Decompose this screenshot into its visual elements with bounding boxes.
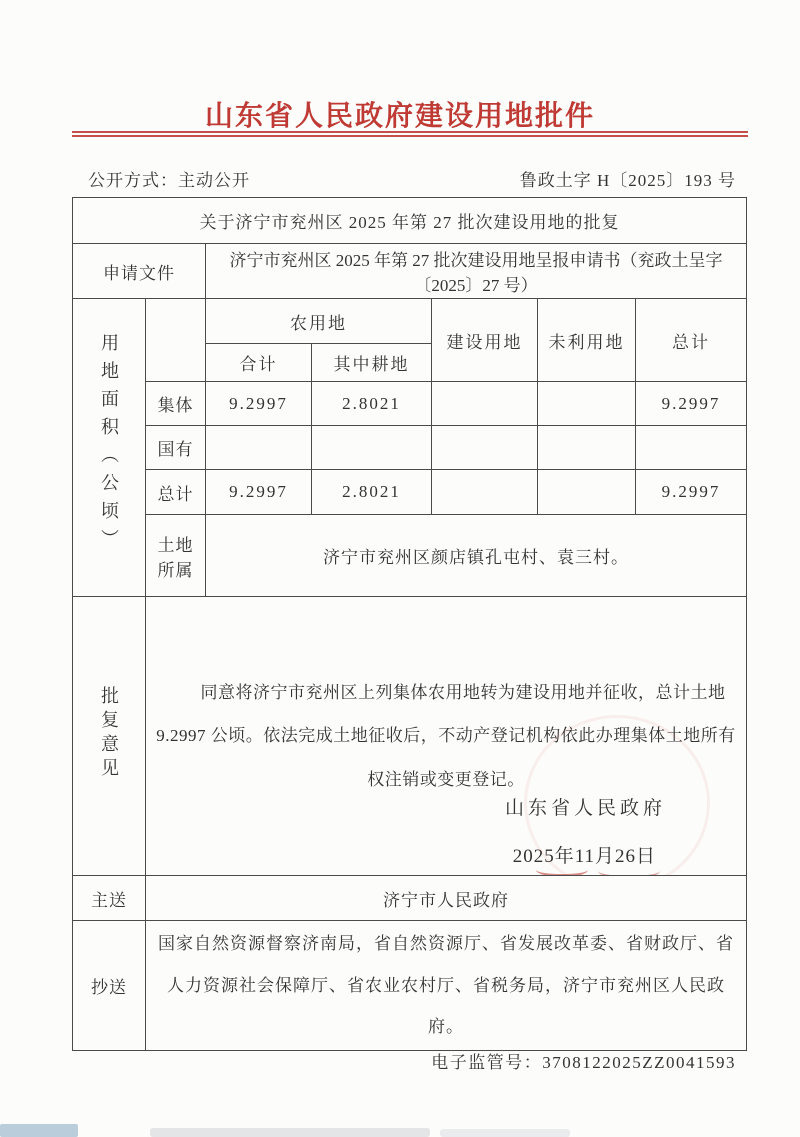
- publicity-method: 公开方式：主动公开: [88, 171, 250, 190]
- issue-date: 2025年11月26日: [512, 846, 657, 867]
- collective-total: 9.2997: [636, 382, 747, 426]
- total-unused: [538, 470, 636, 515]
- col-header-agricultural: 农用地: [206, 299, 432, 344]
- application-doc-value: 济宁市兖州区 2025 年第 27 批次建设用地呈报申请书（兖政土呈字〔2025〕27 号）: [206, 244, 747, 299]
- state-subtotal: [206, 426, 312, 470]
- collective-cultivated: 2.8021: [312, 382, 432, 426]
- main-recipient-label: 主送: [73, 876, 146, 921]
- col-header-total: 总计: [636, 299, 747, 382]
- document-meta-row: [88, 166, 736, 191]
- seal-remnant-mark: [536, 863, 588, 876]
- approval-opinion-label: [73, 597, 146, 876]
- collective-construction: [432, 382, 538, 426]
- scan-edge-artifact: [150, 1128, 430, 1137]
- main-recipient-value: 济宁市人民政府: [146, 876, 747, 921]
- collective-unused: [538, 382, 636, 426]
- approval-subject: 关于济宁市兖州区 2025 年第 27 批次建设用地的批复: [73, 198, 747, 244]
- col-header-unused: 未利用地: [538, 299, 636, 382]
- col-header-subtotal: 合计: [206, 344, 312, 382]
- land-belonging-value: 济宁市兖州区颜店镇孔屯村、袁三村。: [206, 515, 747, 597]
- state-construction: [432, 426, 538, 470]
- copy-recipient-label: 抄送: [73, 921, 146, 1051]
- land-area-vertical-text: 用地面积（公顷）: [99, 333, 119, 557]
- table-row-total: [73, 470, 747, 515]
- seal-remnant-mark: [598, 863, 660, 876]
- total-cultivated: 2.8021: [312, 470, 432, 515]
- col-header-cultivated: 其中耕地: [312, 344, 432, 382]
- electronic-supervision-number: 电子监管号：3708122025ZZ0041593: [431, 1053, 736, 1072]
- state-cultivated: [312, 426, 432, 470]
- row-label-state-owned: 国有: [146, 426, 206, 470]
- land-area-corner-cell: [146, 299, 206, 382]
- table-row-collective: [73, 382, 747, 426]
- land-belonging-label: 土地所属: [146, 515, 206, 597]
- document-number: 鲁政土字 H〔2025〕193 号: [519, 171, 736, 190]
- state-total: [636, 426, 747, 470]
- approval-opinion-text: 同意将济宁市兖州区上列集体农用地转为建设用地并征收，总计土地 9.2997 公顷。依法完成土地征收后，不动产登记机构依此办理集体土地所有权注销或变更登记。: [156, 682, 736, 789]
- col-header-construction: 建设用地: [432, 299, 538, 382]
- issuer-signature: 山东省人民政府: [505, 798, 667, 819]
- total-total: 9.2997: [636, 470, 747, 515]
- state-unused: [538, 426, 636, 470]
- application-doc-label: 申请文件: [73, 244, 206, 299]
- total-construction: [432, 470, 538, 515]
- approval-opinion-vertical-text: 批复意见: [99, 685, 119, 782]
- row-label-collective: 集体: [146, 382, 206, 426]
- approval-opinion-cell: [146, 597, 747, 876]
- approval-table: [72, 197, 747, 1051]
- document-title: 山东省人民政府建设用地批件: [204, 101, 595, 132]
- total-subtotal: 9.2997: [206, 470, 312, 515]
- scan-edge-artifact: [0, 1124, 78, 1137]
- title-divider-rule: [72, 131, 748, 137]
- collective-subtotal: 9.2997: [206, 382, 312, 426]
- scan-edge-artifact: [440, 1129, 570, 1137]
- land-area-label: [73, 299, 146, 597]
- table-row-state-owned: [73, 426, 747, 470]
- copy-recipient-value: 国家自然资源督察济南局，省自然资源厅、省发展改革委、省财政厅、省人力资源社会保障厅、省农业农村厅、省税务局，济宁市兖州区人民政府。: [146, 921, 747, 1051]
- row-label-total: 总计: [146, 470, 206, 515]
